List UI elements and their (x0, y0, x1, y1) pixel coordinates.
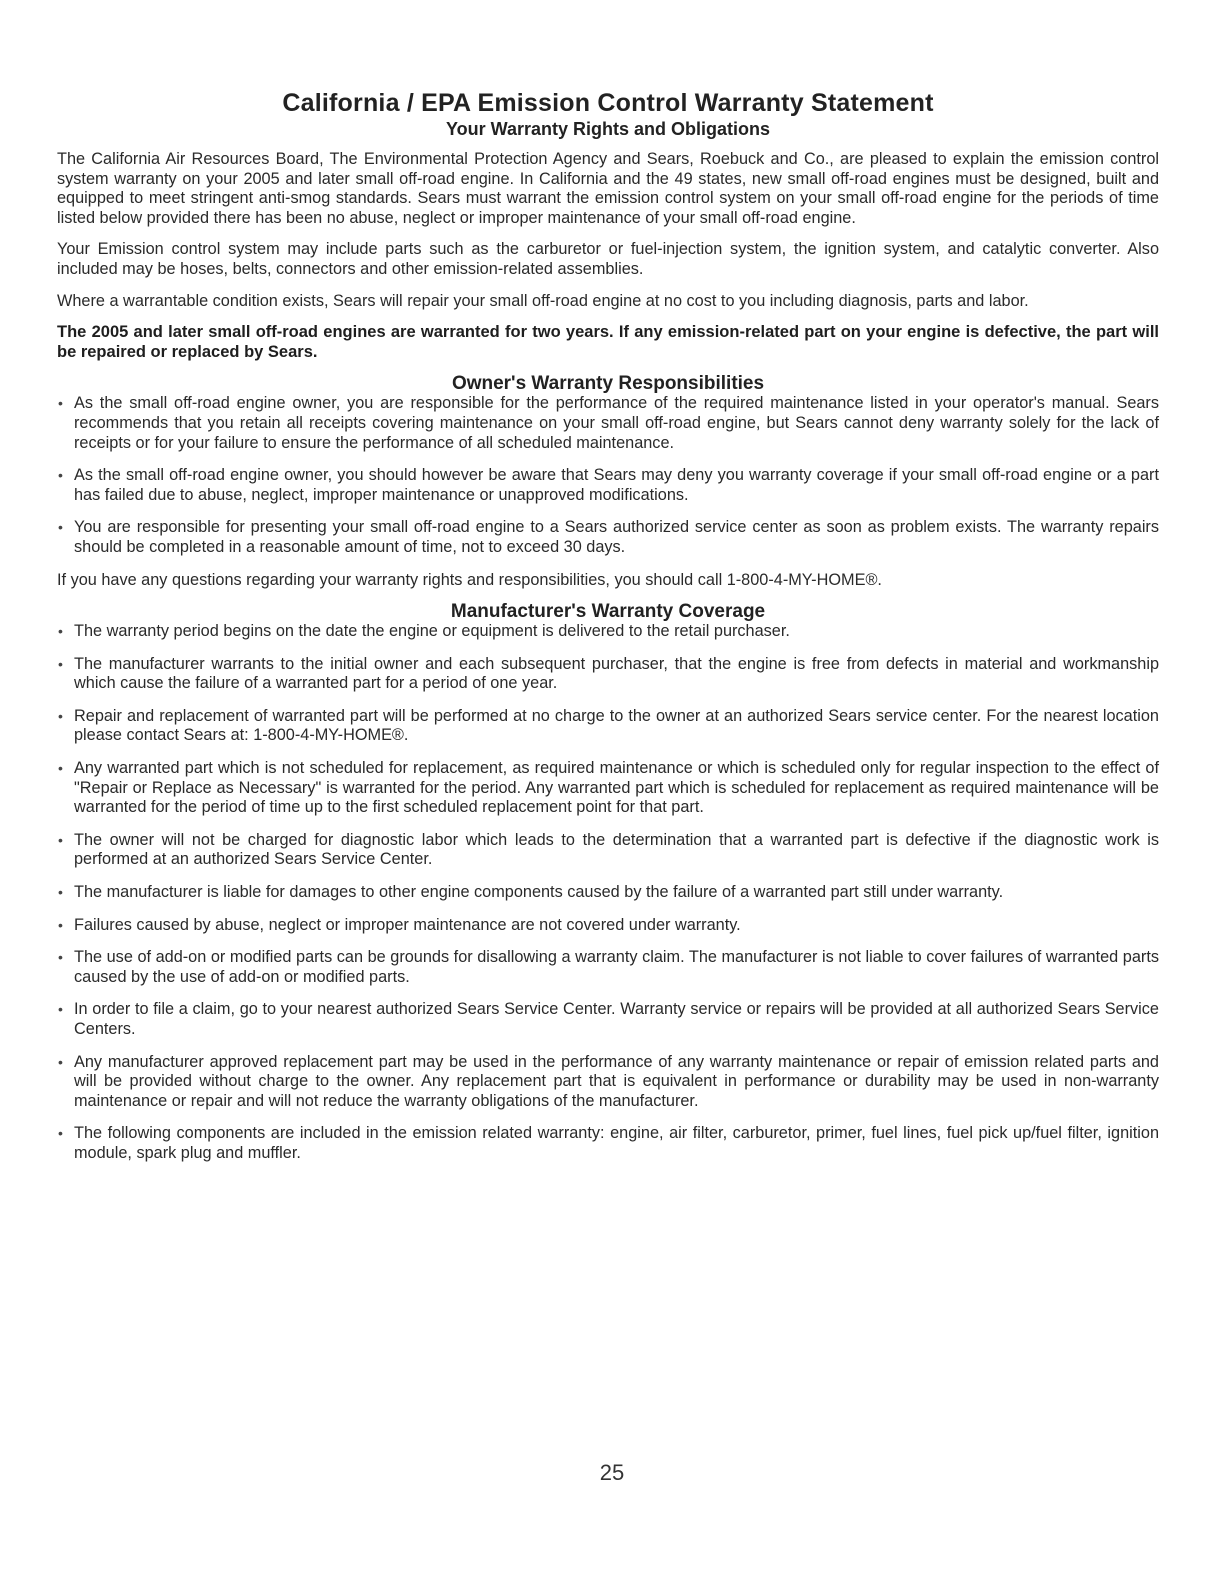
bullet-icon: • (58, 884, 63, 901)
bullet-icon: • (58, 831, 63, 848)
bullet-icon: • (58, 760, 63, 777)
bullet-icon: • (58, 1001, 63, 1018)
list-item: • Repair and replacement of warranted part will be performed at no charge to the owner at an authorized Sears service center. For the nearest location please contact Sears at: 1-800-4-MY-HOME®. (58, 706, 1159, 745)
page-title: California / EPA Emission Control Warranty Statement (282, 89, 934, 117)
bullet-icon: • (58, 395, 63, 412)
owner-closing-text: If you have any questions regarding your warranty rights and responsibilities, you should call 1-800-4-MY-HOME®. (57, 570, 882, 589)
bullet-icon: • (58, 519, 63, 536)
page-subtitle: Your Warranty Rights and Obligations (445, 119, 771, 139)
warranty-notice: The 2005 and later small off-road engines are warranted for two years. If any emission-related part on your engine is defective, the part will be repaired or replaced by Sears. (57, 323, 1159, 361)
list-item: • The manufacturer is liable for damages to other engine components caused by the failure of a warranted part still under warranty. (58, 883, 1004, 902)
warranty-page (57, 88, 1159, 1177)
intro-paragraph-3: Where a warrantable condition exists, Sears will repair your small off-road engine at no cost to you including diagnosis, parts and labor. (57, 291, 1029, 310)
page-number: 25 (599, 1460, 625, 1485)
manufacturer-coverage-list (57, 622, 1159, 1163)
intro-paragraph-1: The California Air Resources Board, The Environmental Protection Agency and Sears, Roebuck and Co., are pleased to explain the emission control system warranty on your 2005 and later small off-road engine. In California and the 49 states, new small off-road engines must be designed, built and equipped to meet stringent anti-smog standards. Sears must warrant the emission control system on your small off-road engine for the periods of time listed below provided there has been no abuse, neglect or improper maintenance of your small off-road engine. (57, 150, 1159, 227)
bullet-icon: • (58, 623, 63, 640)
list-item: • In order to file a claim, go to your nearest authorized Sears Service Center. Warranty service or repairs will be provided at all authorized Sears Service Centers. (58, 1000, 1159, 1038)
list-item: • As the small off-road engine owner, you should however be aware that Sears may deny you warranty coverage if your small off-road engine or a part has failed due to abuse, neglect, improper maintenance or unapproved modifications. (58, 466, 1159, 504)
bullet-icon: • (58, 916, 63, 933)
list-item: • Any manufacturer approved replacement part may be used in the performance of any warranty maintenance or repair of emission related parts and will be provided without charge to the owner. Any replacement part that is equivalent in performance or durability may be used in non-warranty maintenance or repair and will not reduce the warranty obligations of the manufacturer. (58, 1052, 1159, 1110)
owner-responsibilities-list (57, 394, 1159, 557)
list-item: • Any warranted part which is not scheduled for replacement, as required maintenance or which is scheduled only for regular inspection to the effect of "Repair or Replace as Necessary" is warranted for the period. Any warranted part which is scheduled for replacement as required maintenance will be warranted for the period of time up to the first scheduled replacement point for that part. (58, 759, 1159, 817)
bullet-icon: • (58, 949, 63, 966)
list-item: • Failures caused by abuse, neglect or improper maintenance are not covered under warranty. (58, 915, 741, 934)
list-item: • The following components are included in the emission related warranty: engine, air filter, carburetor, primer, fuel lines, fuel pick up/fuel filter, ignition module, spark plug and muffler. (58, 1124, 1159, 1162)
manufacturer-section-heading: Manufacturer's Warranty Coverage (450, 601, 766, 623)
list-item: • As the small off-road engine owner, you are responsible for the performance of the required maintenance listed in your operator's manual. Sears recommends that you retain all receipts covering maintenance on your small off-road engine, but Sears cannot deny warranty solely for the lack of receipts or for your failure to ensure the performance of all scheduled maintenance. (58, 394, 1159, 452)
bullet-icon: • (58, 1125, 63, 1142)
list-item: • The manufacturer warrants to the initial owner and each subsequent purchaser, that the engine is free from defects in material and workmanship which cause the failure of a warranted part for a period of one year. (58, 654, 1159, 693)
list-item: • The owner will not be charged for diagnostic labor which leads to the determination that a warranted part is defective if the diagnostic work is performed at an authorized Sears Service Center. (58, 830, 1159, 869)
list-item: • The use of add-on or modified parts can be grounds for disallowing a warranty claim. The manufacturer is not liable to cover failures of warranted parts caused by the use of add-on or modified parts. (58, 948, 1159, 986)
owner-section-heading: Owner's Warranty Responsibilities (451, 373, 765, 395)
intro-paragraph-2: Your Emission control system may include parts such as the carburetor or fuel-injection system, the ignition system, and catalytic converter. Also included may be hoses, belts, connectors and other emission-related assemblies. (57, 240, 1159, 278)
list-item: • The warranty period begins on the date the engine or equipment is delivered to the retail purchaser. (58, 622, 790, 641)
bullet-icon: • (58, 655, 63, 672)
bullet-icon: • (58, 707, 63, 724)
list-item: • You are responsible for presenting your small off-road engine to a Sears authorized service center as soon as problem exists. The warranty repairs should be completed in a reasonable amount of time, not to exceed 30 days. (58, 518, 1159, 556)
bullet-icon: • (58, 1053, 63, 1070)
bullet-icon: • (58, 467, 63, 484)
